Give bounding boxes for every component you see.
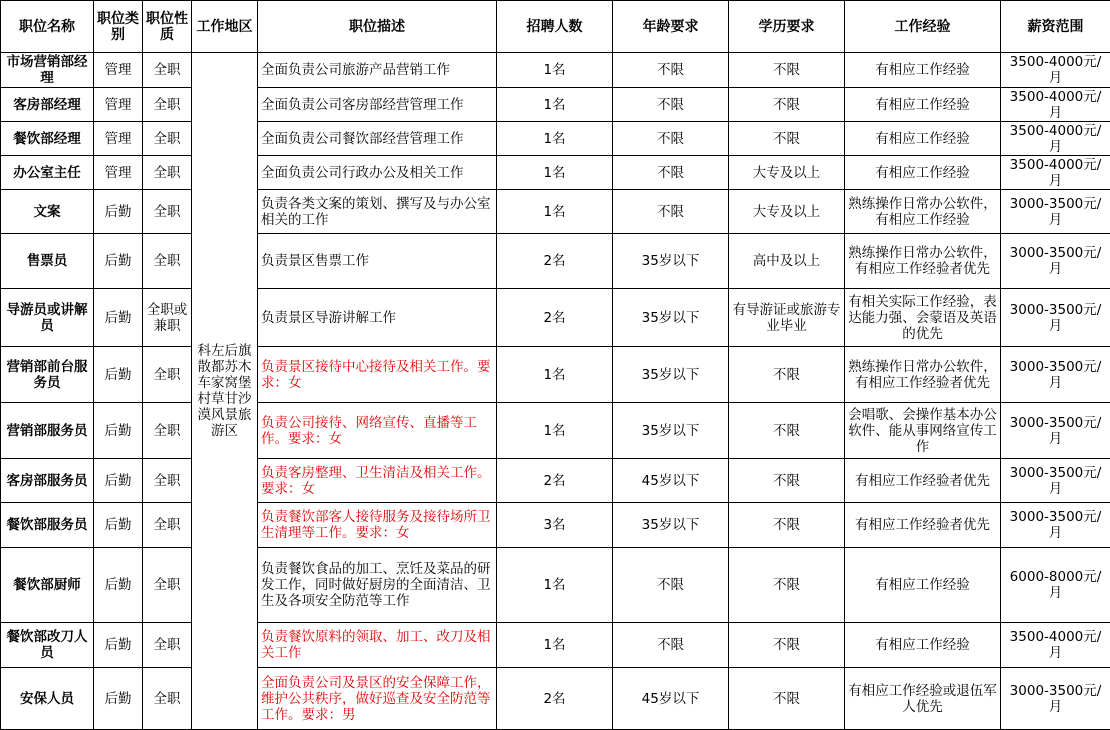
cell-description: 全面负责公司及景区的安全保障工作，维护公共秩序，做好巡查及安全防范等工作。要求：男 <box>258 668 497 730</box>
cell-nature: 全职 <box>143 190 192 234</box>
cell-category: 管理 <box>94 88 143 122</box>
cell-experience: 有相关实际工作经验，表达能力强、会蒙语及英语的优先 <box>845 289 1001 347</box>
cell-position-name: 文案 <box>1 190 94 234</box>
cell-count: 1名 <box>497 623 613 668</box>
cell-position-name: 餐饮部经理 <box>1 122 94 156</box>
header-salary: 薪资范围 <box>1001 1 1110 53</box>
table-row <box>1 234 1110 289</box>
cell-category: 后勤 <box>94 403 143 459</box>
cell-count: 1名 <box>497 347 613 403</box>
table-row <box>1 122 1110 156</box>
cell-experience: 有相应工作经验者优先 <box>845 503 1001 548</box>
cell-salary: 3000-3500元/月 <box>1001 190 1110 234</box>
cell-education: 不限 <box>729 53 845 88</box>
cell-description: 负责景区接待中心接待及相关工作。要求：女 <box>258 347 497 403</box>
cell-description: 全面负责公司餐饮部经营管理工作 <box>258 122 497 156</box>
cell-salary: 6000-8000元/月 <box>1001 548 1110 623</box>
cell-nature: 全职 <box>143 403 192 459</box>
cell-description: 负责景区售票工作 <box>258 234 497 289</box>
table-row <box>1 156 1110 190</box>
cell-category: 后勤 <box>94 548 143 623</box>
cell-nature: 全职 <box>143 503 192 548</box>
header-nature: 职位性质 <box>143 1 192 53</box>
cell-salary: 3000-3500元/月 <box>1001 668 1110 730</box>
cell-description: 负责景区导游讲解工作 <box>258 289 497 347</box>
cell-nature: 全职 <box>143 156 192 190</box>
cell-position-name: 餐饮部改刀人员 <box>1 623 94 668</box>
cell-category: 管理 <box>94 122 143 156</box>
cell-experience: 熟练操作日常办公软件，有相应工作经验者优先 <box>845 234 1001 289</box>
cell-salary: 3000-3500元/月 <box>1001 403 1110 459</box>
header-education: 学历要求 <box>729 1 845 53</box>
cell-age: 45岁以下 <box>613 459 729 503</box>
header-row <box>1 1 1110 53</box>
cell-experience: 熟练操作日常办公软件，有相应工作经验者优先 <box>845 347 1001 403</box>
cell-experience: 有相应工作经验 <box>845 156 1001 190</box>
cell-category: 后勤 <box>94 668 143 730</box>
cell-experience: 熟练操作日常办公软件，有相应工作经验 <box>845 190 1001 234</box>
cell-age: 不限 <box>613 122 729 156</box>
cell-age: 不限 <box>613 156 729 190</box>
cell-experience: 有相应工作经验 <box>845 548 1001 623</box>
cell-education: 大专及以上 <box>729 156 845 190</box>
cell-age: 不限 <box>613 53 729 88</box>
cell-position-name: 办公室主任 <box>1 156 94 190</box>
table-row <box>1 459 1110 503</box>
cell-age: 45岁以下 <box>613 668 729 730</box>
cell-education: 不限 <box>729 503 845 548</box>
header-age: 年龄要求 <box>613 1 729 53</box>
cell-count: 1名 <box>497 156 613 190</box>
cell-salary: 3000-3500元/月 <box>1001 459 1110 503</box>
cell-age: 35岁以下 <box>613 403 729 459</box>
cell-position-name: 餐饮部厨师 <box>1 548 94 623</box>
table-row <box>1 53 1110 88</box>
cell-position-name: 安保人员 <box>1 668 94 730</box>
cell-education: 不限 <box>729 548 845 623</box>
cell-age: 不限 <box>613 88 729 122</box>
cell-count: 1名 <box>497 88 613 122</box>
header-experience: 工作经验 <box>845 1 1001 53</box>
cell-position-name: 营销部服务员 <box>1 403 94 459</box>
cell-nature: 全职 <box>143 347 192 403</box>
cell-count: 1名 <box>497 190 613 234</box>
cell-education: 不限 <box>729 347 845 403</box>
cell-position-name: 营销部前台服务员 <box>1 347 94 403</box>
cell-age: 35岁以下 <box>613 347 729 403</box>
cell-experience: 有相应工作经验 <box>845 53 1001 88</box>
cell-age: 不限 <box>613 190 729 234</box>
cell-education: 不限 <box>729 403 845 459</box>
table-row <box>1 88 1110 122</box>
cell-category: 后勤 <box>94 623 143 668</box>
cell-education: 不限 <box>729 122 845 156</box>
cell-category: 后勤 <box>94 190 143 234</box>
cell-nature: 全职 <box>143 234 192 289</box>
cell-category: 后勤 <box>94 289 143 347</box>
cell-count: 2名 <box>497 668 613 730</box>
cell-salary: 3000-3500元/月 <box>1001 503 1110 548</box>
cell-age: 35岁以下 <box>613 503 729 548</box>
cell-description: 负责各类文案的策划、撰写及与办公室相关的工作 <box>258 190 497 234</box>
cell-age: 35岁以下 <box>613 289 729 347</box>
cell-salary: 3000-3500元/月 <box>1001 289 1110 347</box>
cell-position-name: 市场营销部经理 <box>1 53 94 88</box>
cell-description: 负责公司接待、网络宣传、直播等工作。要求：女 <box>258 403 497 459</box>
header-position-name: 职位名称 <box>1 1 94 53</box>
cell-age: 35岁以下 <box>613 234 729 289</box>
cell-education: 不限 <box>729 668 845 730</box>
cell-salary: 3500-4000元/月 <box>1001 122 1110 156</box>
cell-position-name: 导游员或讲解员 <box>1 289 94 347</box>
cell-nature: 全职 <box>143 459 192 503</box>
table-row <box>1 623 1110 668</box>
cell-nature: 全职 <box>143 88 192 122</box>
table-row <box>1 403 1110 459</box>
cell-salary: 3000-3500元/月 <box>1001 234 1110 289</box>
table-row <box>1 548 1110 623</box>
cell-position-name: 客房部经理 <box>1 88 94 122</box>
cell-salary: 3500-4000元/月 <box>1001 88 1110 122</box>
cell-count: 2名 <box>497 289 613 347</box>
table-row <box>1 503 1110 548</box>
cell-education: 不限 <box>729 88 845 122</box>
cell-description: 负责餐饮食品的加工、烹饪及菜品的研发工作，同时做好厨房的全面清洁、卫生及各项安全防范等工作 <box>258 548 497 623</box>
cell-description: 负责餐饮原料的领取、加工、改刀及相关工作 <box>258 623 497 668</box>
cell-age: 不限 <box>613 548 729 623</box>
cell-age: 不限 <box>613 623 729 668</box>
table-row <box>1 190 1110 234</box>
table-row <box>1 668 1110 730</box>
cell-count: 2名 <box>497 234 613 289</box>
cell-position-name: 售票员 <box>1 234 94 289</box>
header-count: 招聘人数 <box>497 1 613 53</box>
cell-description: 负责餐饮部客人接待服务及接待场所卫生清理等工作。要求：女 <box>258 503 497 548</box>
cell-category: 管理 <box>94 156 143 190</box>
table-row <box>1 289 1110 347</box>
cell-salary: 3000-3500元/月 <box>1001 347 1110 403</box>
cell-nature: 全职 <box>143 548 192 623</box>
cell-count: 2名 <box>497 459 613 503</box>
header-description: 职位描述 <box>258 1 497 53</box>
cell-education: 有导游证或旅游专业毕业 <box>729 289 845 347</box>
cell-category: 后勤 <box>94 347 143 403</box>
cell-experience: 有相应工作经验 <box>845 88 1001 122</box>
cell-nature: 全职或兼职 <box>143 289 192 347</box>
cell-description: 全面负责公司客房部经营管理工作 <box>258 88 497 122</box>
cell-nature: 全职 <box>143 668 192 730</box>
cell-category: 后勤 <box>94 234 143 289</box>
cell-experience: 会唱歌、会操作基本办公软件、能从事网络宣传工作 <box>845 403 1001 459</box>
cell-education: 不限 <box>729 459 845 503</box>
cell-nature: 全职 <box>143 53 192 88</box>
cell-category: 后勤 <box>94 459 143 503</box>
cell-position-name: 餐饮部服务员 <box>1 503 94 548</box>
cell-education: 高中及以上 <box>729 234 845 289</box>
cell-description: 全面负责公司行政办公及相关工作 <box>258 156 497 190</box>
cell-salary: 3500-4000元/月 <box>1001 53 1110 88</box>
cell-nature: 全职 <box>143 623 192 668</box>
cell-salary: 3500-4000元/月 <box>1001 623 1110 668</box>
cell-position-name: 客房部服务员 <box>1 459 94 503</box>
cell-count: 1名 <box>497 122 613 156</box>
cell-experience: 有相应工作经验 <box>845 122 1001 156</box>
cell-education: 不限 <box>729 623 845 668</box>
cell-experience: 有相应工作经验者优先 <box>845 459 1001 503</box>
cell-location: 科左后旗散都苏木车家窝堡村草甘沙漠风景旅游区 <box>192 53 258 730</box>
cell-description: 全面负责公司旅游产品营销工作 <box>258 53 497 88</box>
header-location: 工作地区 <box>192 1 258 53</box>
table-row <box>1 347 1110 403</box>
cell-experience: 有相应工作经验或退伍军人优先 <box>845 668 1001 730</box>
cell-count: 1名 <box>497 403 613 459</box>
cell-count: 1名 <box>497 53 613 88</box>
cell-count: 1名 <box>497 548 613 623</box>
cell-category: 后勤 <box>94 503 143 548</box>
cell-nature: 全职 <box>143 122 192 156</box>
cell-count: 3名 <box>497 503 613 548</box>
cell-education: 大专及以上 <box>729 190 845 234</box>
cell-category: 管理 <box>94 53 143 88</box>
header-category: 职位类别 <box>94 1 143 53</box>
cell-description: 负责客房整理、卫生清洁及相关工作。要求：女 <box>258 459 497 503</box>
cell-salary: 3500-4000元/月 <box>1001 156 1110 190</box>
cell-experience: 有相应工作经验 <box>845 623 1001 668</box>
